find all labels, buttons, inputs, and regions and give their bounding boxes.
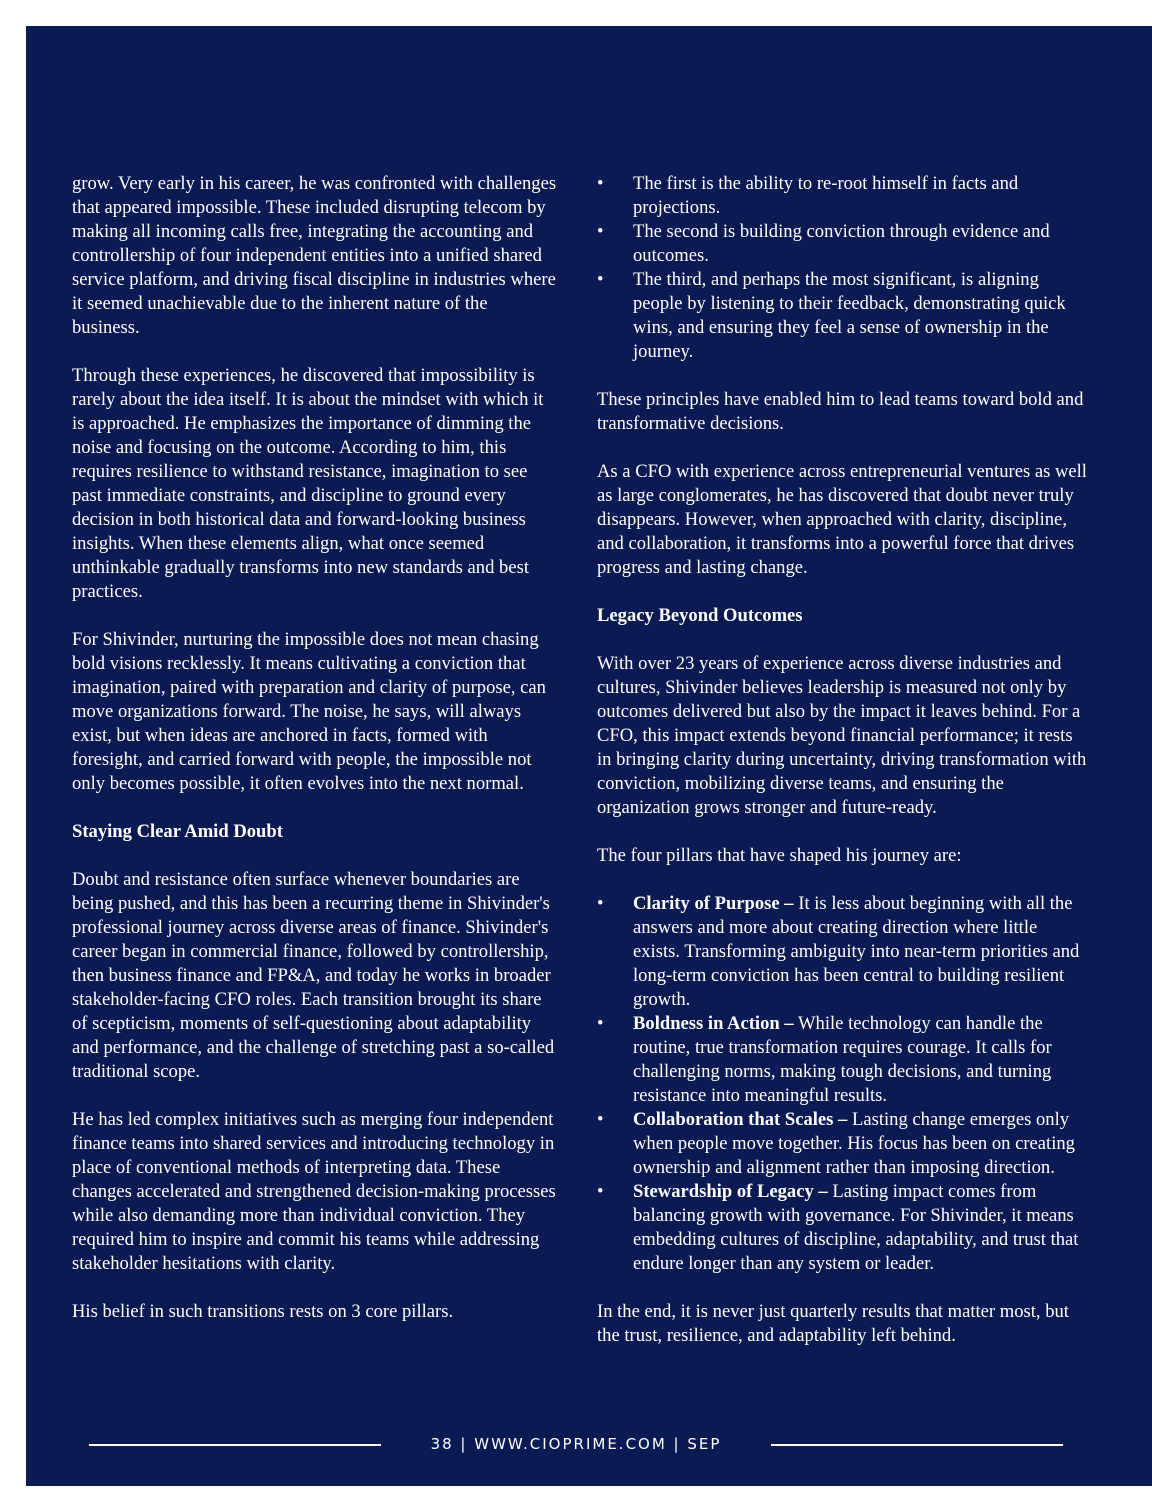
paragraph: His belief in such transitions rests on 3 core pillars. [72, 1301, 454, 1322]
bullet-icon: • [597, 221, 604, 242]
core-pillars-list [597, 172, 1087, 364]
list-item [597, 1108, 1087, 1180]
list-item [597, 220, 1087, 268]
list-item-text: The first is the ability to re-root himself in facts and projections. [633, 173, 1019, 218]
bullet-icon: • [597, 893, 604, 914]
list-item-text: The third, and perhaps the most significant, is aligning people by listening to their feedback, demonstrating quick wins, and ensuring they feel a sense of ownership in the journey. [633, 269, 1066, 362]
list-item [597, 172, 1087, 220]
right-column [597, 172, 1087, 1372]
four-pillars-list [597, 892, 1087, 1276]
list-item [597, 1012, 1087, 1108]
footer-rule-left [89, 1444, 381, 1446]
list-item [597, 892, 1087, 1012]
pillar-text: While technology can handle the routine, true transformation requires courage. It calls for challenging norms, making tough decisions, and turning resistance into meaningful results. [633, 1013, 1052, 1106]
paragraph: Through these experiences, he discovered that impossibility is rarely about the idea itself. It is about the mindset with which it is approached. He emphasizes the importance of dimming the noise and focusing on the outcome. According to him, this requires resilience to withstand resistance, imagination to see past immediate constraints, and discipline to ground every decision in both historical data and forward-looking business insights. When these elements align, what once seemed unthinkable gradually transforms into new standards and best practices. [72, 365, 544, 602]
section-heading: Staying Clear Amid Doubt [72, 821, 283, 842]
paragraph: The four pillars that have shaped his journey are: [597, 845, 962, 866]
bullet-icon: • [597, 1013, 604, 1034]
pillar-title: Collaboration that Scales – [633, 1109, 848, 1130]
paragraph: Doubt and resistance often surface whenever boundaries are being pushed, and this has been a recurring theme in Shivinder's professional journey across diverse areas of finance. Shivinder's career began in commercial finance, followed by controllership, then business finance and FP&A, and today he works in broader stakeholder-facing CFO roles. Each transition brought its share of scepticism, moments of self-questioning about adaptability and performance, and the challenge of stretching past a so-called traditional scope. [72, 869, 555, 1082]
pillar-title: Stewardship of Legacy – [633, 1181, 828, 1202]
bullet-icon: • [597, 1181, 604, 1202]
pillar-title: Clarity of Purpose – [633, 893, 794, 914]
paragraph: In the end, it is never just quarterly results that matter most, but the trust, resilience, and adaptability left behind. [597, 1301, 1069, 1346]
footer-text: 38 | WWW.CIOPRIME.COM | SEP [430, 1435, 722, 1453]
paragraph: These principles have enabled him to lead teams toward bold and transformative decisions. [597, 389, 1084, 434]
footer-rule-right [771, 1444, 1063, 1446]
list-item [597, 1180, 1087, 1276]
paragraph: As a CFO with experience across entrepreneurial ventures as well as large conglomerates, he has discovered that doubt never truly disappears. However, when approached with clarity, discipline, and collaboration, it transforms into a powerful force that drives progress and lasting change. [597, 461, 1087, 578]
list-item-text: The second is building conviction through evidence and outcomes. [633, 221, 1050, 266]
pillar-text: Lasting impact comes from balancing growth with governance. For Shivinder, it means embedding cultures of discipline, adaptability, and trust that endure longer than any system or leader. [633, 1181, 1079, 1274]
pillar-text: It is less about beginning with all the answers and more about creating direction where little exists. Transforming ambiguity into near-term priorities and long-term conviction has been central to building resilient growth. [633, 893, 1080, 1010]
list-item [597, 268, 1087, 364]
page-footer [26, 1430, 1152, 1460]
paragraph: For Shivinder, nurturing the impossible does not mean chasing bold visions recklessly. It means cultivating a conviction that imagination, paired with preparation and clarity of purpose, can move organizations forward. The noise, he says, will always exist, but when ideas are anchored in facts, formed with foresight, and carried forward with people, the impossible not only becomes possible, it often evolves into the next normal. [72, 629, 546, 794]
left-column [72, 172, 558, 1348]
paragraph: With over 23 years of experience across diverse industries and cultures, Shivinder believes leadership is measured not only by outcomes delivered but also by the impact it leaves behind. For a CFO, this impact extends beyond financial performance; it rests in bringing clarity during uncertainty, driving transformation with conviction, mobilizing diverse teams, and ensuring the organization grows stronger and future-ready. [597, 653, 1087, 818]
paragraph: He has led complex initiatives such as merging four independent finance teams into shared services and introducing technology in place of conventional methods of interpreting data. These changes accelerated and strengthened decision-making processes while also demanding more than individual conviction. They required him to inspire and commit his teams while addressing stakeholder hesitations with clarity. [72, 1109, 556, 1274]
bullet-icon: • [597, 173, 604, 194]
magazine-page [26, 26, 1152, 1486]
section-heading: Legacy Beyond Outcomes [597, 605, 803, 626]
bullet-icon: • [597, 269, 604, 290]
pillar-text: Lasting change emerges only when people move together. His focus has been on creating ownership and alignment rather than imposing direction. [633, 1109, 1075, 1178]
pillar-title: Boldness in Action – [633, 1013, 794, 1034]
paragraph: grow. Very early in his career, he was confronted with challenges that appeared impossible. These included disrupting telecom by making all incoming calls free, integrating the accounting and controllership of four independent entities into a unified shared service platform, and driving fiscal discipline in industries where it seemed unachievable due to the inherent nature of the business. [72, 173, 557, 338]
bullet-icon: • [597, 1109, 604, 1130]
